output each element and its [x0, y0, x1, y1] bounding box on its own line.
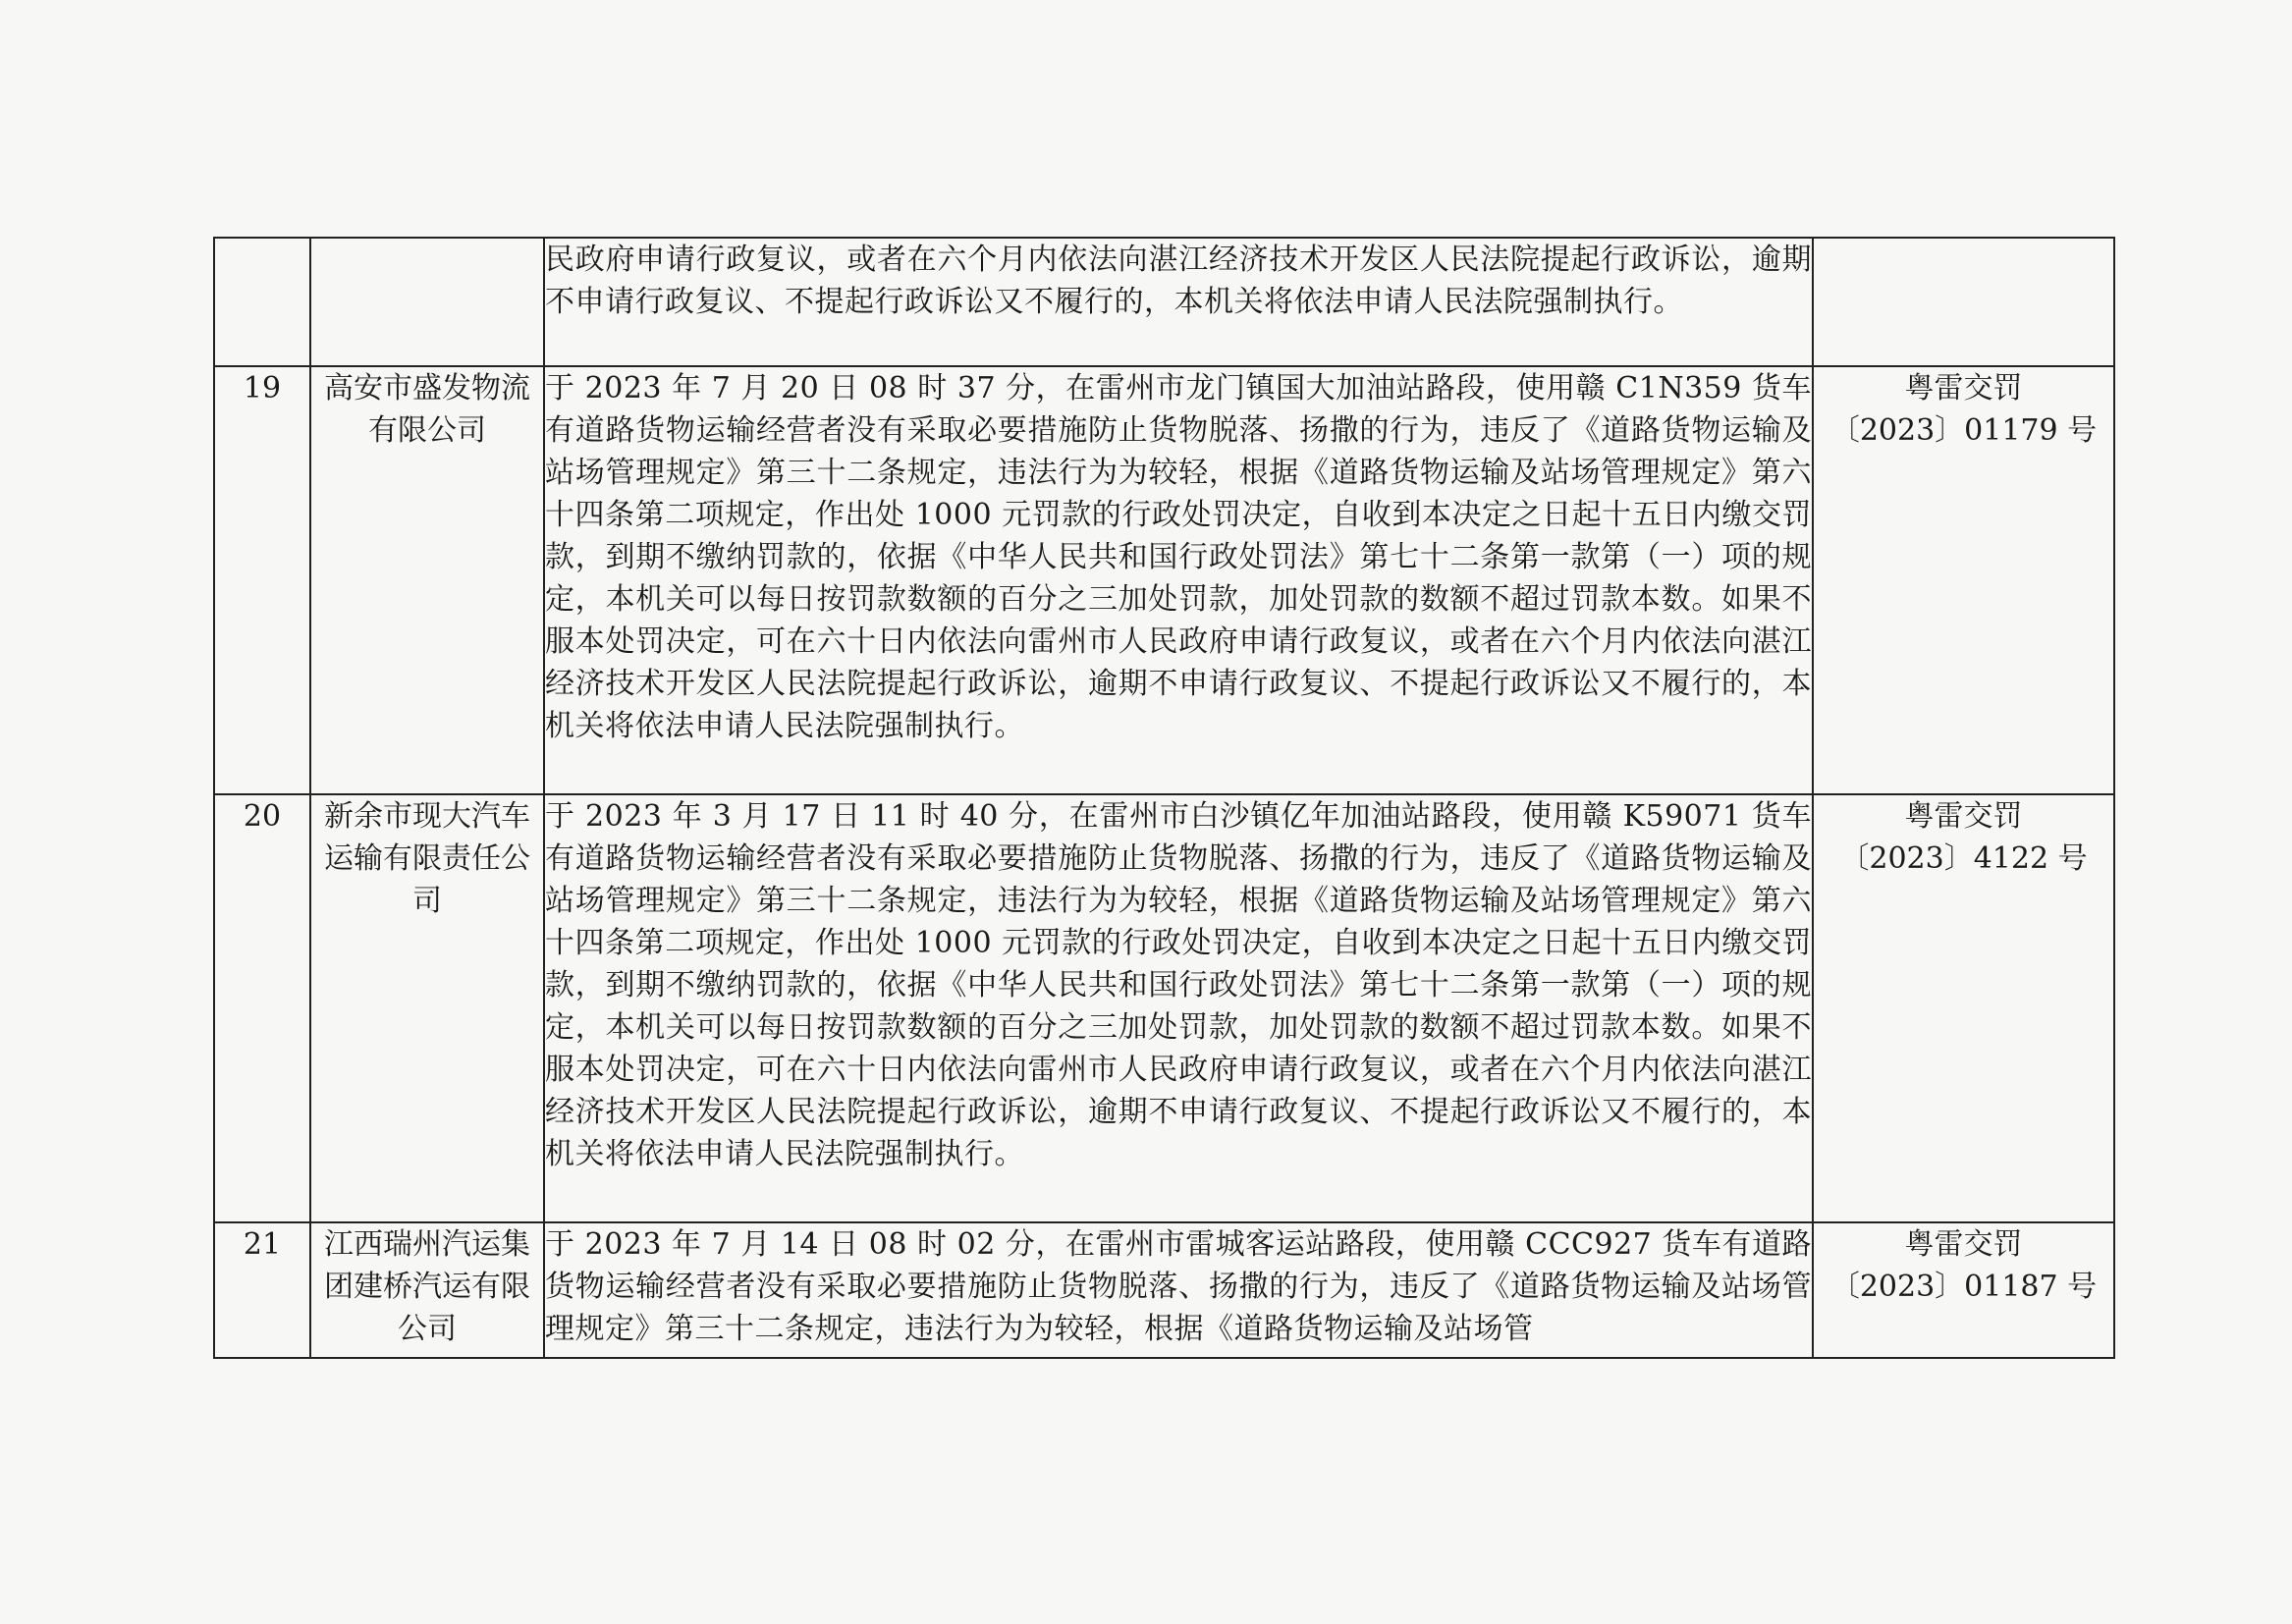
company-name: 江西瑞州汽运集团建桥汽运有限公司: [310, 1222, 544, 1358]
penalty-table: [213, 237, 2115, 1359]
row-number: 21: [214, 1222, 310, 1358]
penalty-description: 于 2023 年 7 月 20 日 08 时 37 分，在雷州市龙门镇国大加油站路段，使用赣 C1N359 货车有道路货物运输经营者没有采取必要措施防止货物脱落、扬撒的行为，违反了《道路货物运输及站场管理规定》第三十二条规定，违法行为为较轻，根据《道路货物运输及站场管理规定》第六十四条第二项规定，作出处 1000 元罚款的行政处罚决定，自收到本决定之日起十五日内缴交罚款，到期不缴纳罚款的，依据《中华人民共和国行政处罚法》第七十二条第一款第（一）项的规定，本机关可以每日按罚款数额的百分之三加处罚款，加处罚款的数额不超过罚款本数。如果不服本处罚决定，可在六十日内依法向雷州市人民政府申请行政复议，或者在六个月内依法向湛江经济技术开发区人民法院提起行政诉讼，逾期不申请行政复议、不提起行政诉讼又不履行的，本机关将依法申请人民法院强制执行。: [544, 366, 1813, 794]
company-name: 新余市现大汽车运输有限责任公司: [310, 794, 544, 1222]
row-number: 19: [214, 366, 310, 794]
penalty-description: 于 2023 年 3 月 17 日 11 时 40 分，在雷州市白沙镇亿年加油站路段，使用赣 K59071 货车有道路货物运输经营者没有采取必要措施防止货物脱落、扬撒的行为，违反了《道路货物运输及站场管理规定》第三十二条规定，违法行为为较轻，根据《道路货物运输及站场管理规定》第六十四条第二项规定，作出处 1000 元罚款的行政处罚决定，自收到本决定之日起十五日内缴交罚款，到期不缴纳罚款的，依据《中华人民共和国行政处罚法》第七十二条第一款第（一）项的规定，本机关可以每日按罚款数额的百分之三加处罚款，加处罚款的数额不超过罚款本数。如果不服本处罚决定，可在六十日内依法向雷州市人民政府申请行政复议，或者在六个月内依法向湛江经济技术开发区人民法院提起行政诉讼，逾期不申请行政复议、不提起行政诉讼又不履行的，本机关将依法申请人民法院强制执行。: [544, 794, 1813, 1222]
document-number: [1813, 366, 2114, 794]
document-number: [1813, 794, 2114, 1222]
document-number-line2: 〔2023〕01179 号: [1829, 413, 2098, 448]
penalty-description: 于 2023 年 7 月 14 日 08 时 02 分，在雷州市雷城客运站路段，使用赣 CCC927 货车有道路货物运输经营者没有采取必要措施防止货物脱落、扬撒的行为，违反了《道路货物运输及站场管理规定》第三十二条规定，违法行为为较轻，根据《道路货物运输及站场管: [544, 1222, 1813, 1358]
table-row: [214, 366, 2114, 794]
document-number-line1: 粤雷交罚: [1904, 371, 2023, 406]
table-row: [214, 238, 2114, 366]
penalty-description: [544, 238, 1813, 366]
penalty-description-text: 民政府申请行政复议，或者在六个月内依法向湛江经济技术开发区人民法院提起行政诉讼，逾期不申请行政复议、不提起行政诉讼又不履行的，本机关将依法申请人民法院强制执行。: [545, 243, 1812, 319]
company-name: 高安市盛发物流有限公司: [310, 366, 544, 794]
document-number-line2: 〔2023〕01187 号: [1829, 1270, 2098, 1304]
table-row: [214, 1222, 2114, 1358]
table-row: [214, 794, 2114, 1222]
row-number: 20: [214, 794, 310, 1222]
document-number: [1813, 238, 2114, 366]
document-number-line2: 〔2023〕4122 号: [1839, 841, 2088, 876]
document-number: [1813, 1222, 2114, 1358]
company-name: [310, 238, 544, 366]
document-number-line1: 粤雷交罚: [1904, 1227, 2023, 1262]
document-number-line1: 粤雷交罚: [1904, 799, 2023, 834]
row-number: [214, 238, 310, 366]
